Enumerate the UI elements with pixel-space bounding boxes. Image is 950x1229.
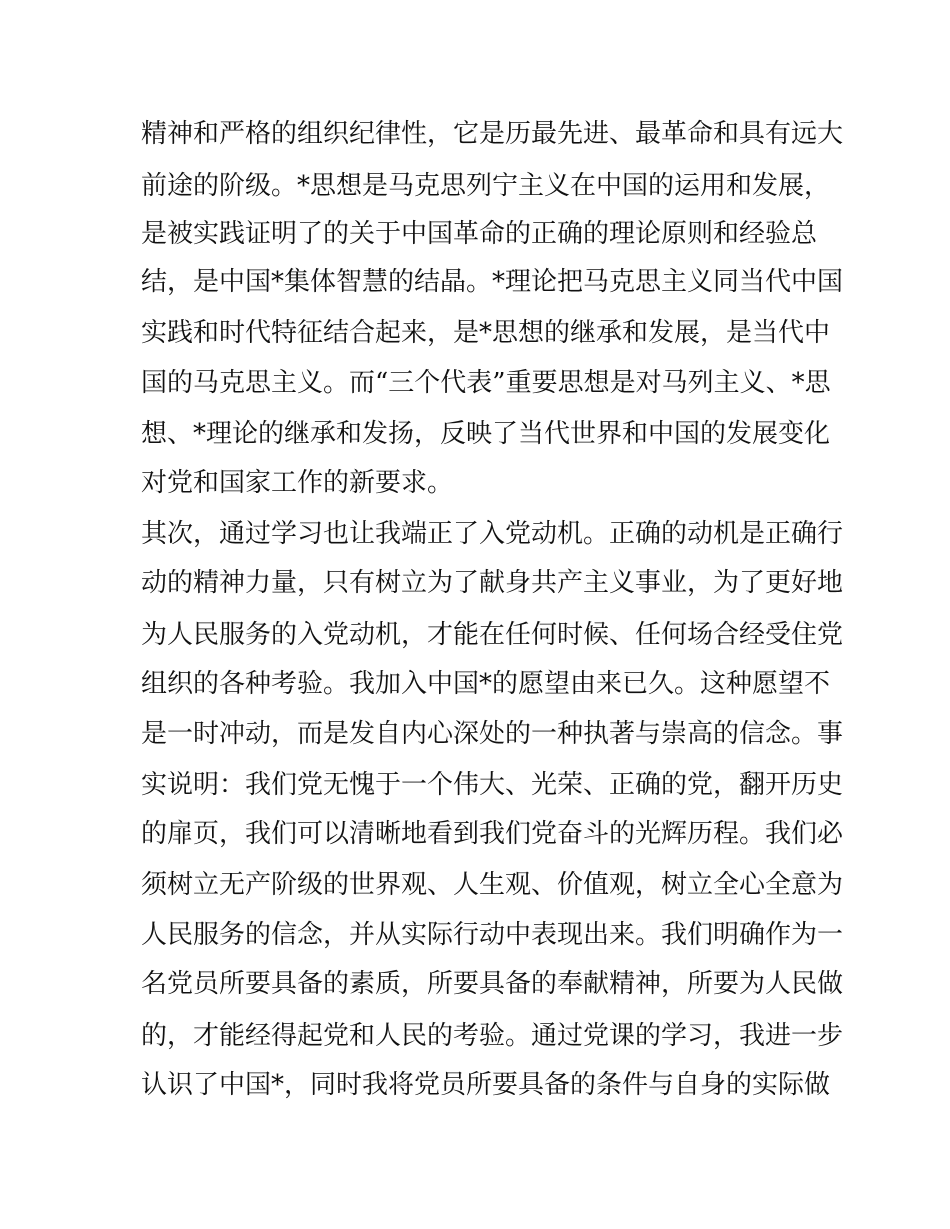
paragraph-line: 须树立无产阶级的世界观、人生观、价值观，树立全心全意为 [141, 870, 844, 900]
paragraph-line: 名党员所要具备的素质，所要具备的奉献精神，所要为人民做 [141, 969, 844, 999]
paragraph-line: 是一时冲动，而是发自内心深处的一种执著与崇高的信念。事 [141, 719, 844, 749]
paragraph-line: 实践和时代特征结合起来，是*思想的继承和发展，是当代中 [141, 318, 831, 348]
paragraph-line: 其次，通过学习也让我端正了入党动机。正确的动机是正确行 [141, 519, 844, 549]
paragraph-line: 实说明：我们党无愧于一个伟大、光荣、正确的党，翻开历史 [141, 770, 844, 800]
paragraph-line: 想、*理论的继承和发扬，反映了当代世界和中国的发展变化 [141, 419, 831, 449]
paragraph-line: 组织的各种考验。我加入中国*的愿望由来已久。这种愿望不 [141, 669, 831, 699]
paragraph-line: 的，才能经得起党和人民的考验。通过党课的学习，我进一步 [141, 1021, 844, 1051]
paragraph-line: 是被实践证明了的关于中国革命的正确的理论原则和经验总 [141, 219, 818, 249]
paragraph-line: 前途的阶级。*思想是马克思列宁主义在中国的运用和发展， [141, 171, 831, 201]
paragraph-line: 国的马克思主义。而“三个代表”重要思想是对马列主义、*思 [141, 368, 831, 398]
paragraph-line: 为人民服务的入党动机，才能在任何时候、任何场合经受住党 [141, 620, 844, 650]
paragraph-line: 动的精神力量，只有树立为了献身共产主义事业，为了更好地 [141, 568, 844, 598]
paragraph-line: 人民服务的信念，并从实际行动中表现出来。我们明确作为一 [141, 920, 844, 950]
paragraph-line: 结，是中国*集体智慧的结晶。*理论把马克思主义同当代中国 [141, 267, 844, 297]
paragraph-line: 认识了中国*，同时我将党员所要具备的条件与自身的实际做 [141, 1070, 831, 1100]
paragraph-line: 的扉页，我们可以清晰地看到我们党奋斗的光辉历程。我们必 [141, 819, 844, 849]
paragraph-line: 精神和严格的组织纪律性，它是历最先进、最革命和具有远大 [141, 119, 844, 149]
paragraph-line: 对党和国家工作的新要求。 [141, 468, 454, 498]
